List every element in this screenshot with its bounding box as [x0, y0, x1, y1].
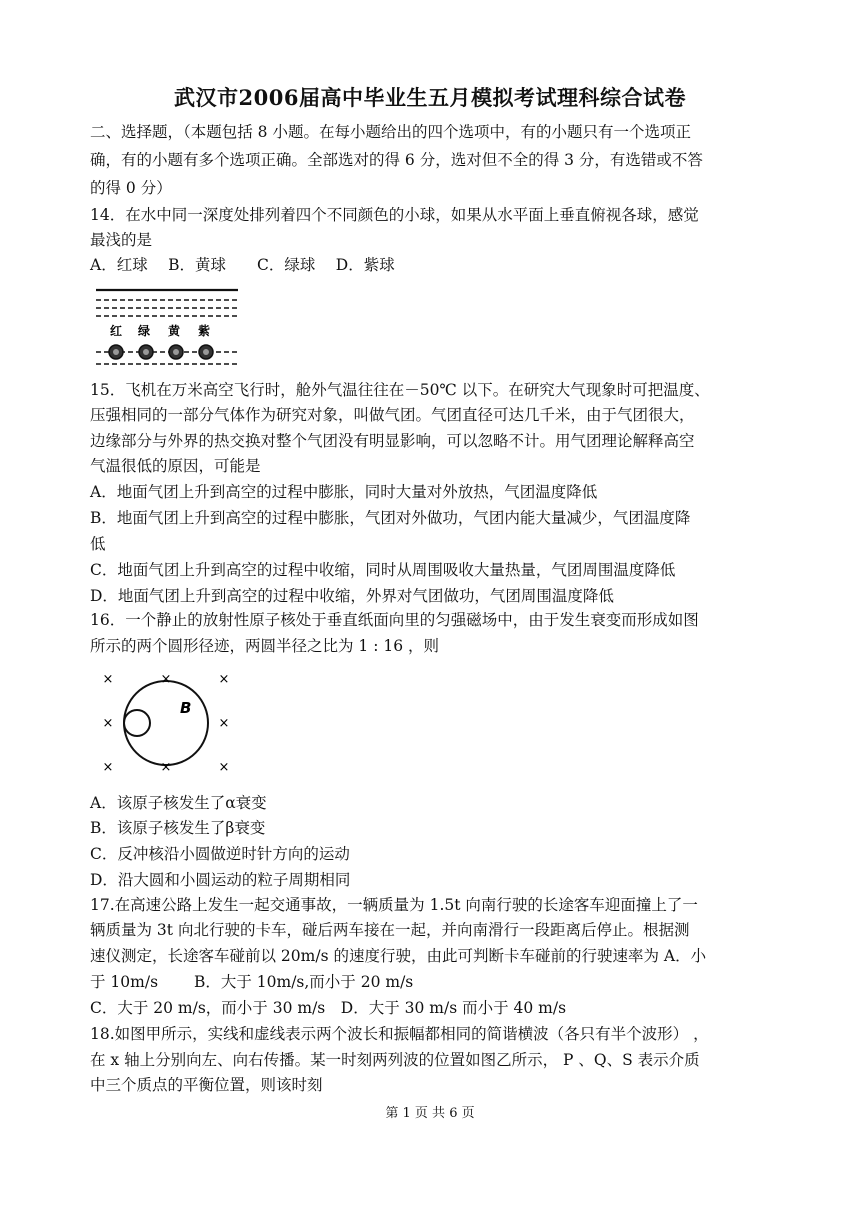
section-intro-line: 二、选择题，（本题包括 8 小题。在每小题给出的四个选项中，有的小题只有一个选项正	[90, 123, 691, 141]
q18-line: 在 x 轴上分别向左、向右传播。某一时刻两列波的位置如图乙所示， P 、Q、S 表示介质	[90, 1051, 700, 1069]
section-intro-line: 确，有的小题有多个选项正确。全部选对的得 6 分，选对但不全的得 3 分，有选错或不答	[90, 151, 703, 169]
q16-option-b: B．该原子核发生了β衰变	[90, 819, 266, 837]
q14-figure	[94, 286, 242, 368]
q15-option-b-cont: 低	[90, 535, 106, 553]
q17-line: 于 10m/s B．大于 10m/s,而小于 20 m/s	[90, 973, 414, 991]
section-intro-line: 的得 0 分）	[90, 179, 172, 197]
q15-stem-line: 15．飞机在万米高空飞行时，舱外气温往往在－50℃ 以下。在研究大气现象时可把温度、	[90, 381, 710, 399]
ball-label-purple: 紫	[197, 324, 211, 338]
q17-line: 速仪测定，长途客车碰前以 20m/s 的速度行驶，由此可判断卡车碰前的行驶速率为 A．小	[90, 947, 707, 965]
small-orbit	[124, 710, 150, 736]
large-orbit	[124, 681, 208, 765]
field-mark: ×	[218, 672, 230, 687]
q14-stem-line: 14．在水中同一深度处排列着四个不同颜色的小球，如果从水平面上垂直俯视各球，感觉	[90, 206, 699, 224]
q17-line: 17.在高速公路上发生一起交通事故，一辆质量为 1.5t 向南行驶的长途客车迎面撞上了一	[90, 896, 698, 914]
field-mark: ×	[218, 716, 230, 731]
q15-option-a: A．地面气团上升到高空的过程中膨胀，同时大量对外放热，气团温度降低	[90, 483, 598, 501]
q18-line: 18.如图甲所示，实线和虚线表示两个波长和振幅都相同的简谐横波（各只有半个波形） ，	[90, 1025, 709, 1043]
field-mark: ×	[102, 716, 114, 731]
q15-option-b: B．地面气团上升到高空的过程中膨胀，气团对外做功，气团内能大量减少，气团温度降	[90, 509, 691, 527]
ball-label-green: 绿	[137, 324, 151, 338]
page-footer: 第 1 页 共 6 页	[385, 1106, 475, 1121]
field-label: B	[180, 699, 192, 717]
field-mark: ×	[102, 672, 114, 687]
q16-option-c: C．反冲核沿小圆做逆时针方向的运动	[90, 845, 350, 863]
q14-stem-line: 最浅的是	[90, 231, 153, 249]
field-mark: ×	[218, 760, 230, 775]
q15-option-d: D．地面气团上升到高空的过程中收缩，外界对气团做功，气团周围温度降低	[90, 587, 614, 605]
page-title: 武汉市2006届高中毕业生五月模拟考试理科综合试卷	[174, 85, 686, 110]
ball-label-red: 红	[109, 324, 123, 338]
q16-stem-line: 16．一个静止的放射性原子核处于垂直纸面向里的匀强磁场中，由于发生衰变而形成如图	[90, 611, 699, 629]
field-mark: ×	[102, 760, 114, 775]
q18-line: 中三个质点的平衡位置，则该时刻	[90, 1076, 323, 1094]
q16-figure	[96, 667, 236, 779]
q17-line: C．大于 20 m/s，而小于 30 m/s D．大于 30 m/s 而小于 40 m/s	[90, 999, 567, 1017]
q15-stem-line: 压强相同的一部分气体作为研究对象，叫做气团。气团直径可达几千米，由于气团很大，	[90, 406, 695, 424]
ball-label-yellow: 黄	[167, 324, 181, 338]
q15-option-c: C．地面气团上升到高空的过程中收缩，同时从周围吸收大量热量，气团周围温度降低	[90, 561, 676, 579]
q15-stem-line: 边缘部分与外界的热交换对整个气团没有明显影响，可以忽略不计。用气团理论解释高空	[90, 432, 695, 450]
field-mark: ×	[160, 760, 172, 775]
q14-options: A．红球 B．黄球 C．绿球 D．紫球	[90, 256, 395, 274]
q16-option-d: D．沿大圆和小圆运动的粒子周期相同	[90, 871, 351, 889]
q15-stem-line: 气温很低的原因，可能是	[90, 457, 261, 475]
q16-stem-line: 所示的两个圆形径迹，两圆半径之比为 1 : 16 ，则	[90, 637, 440, 655]
q17-line: 辆质量为 3t 向北行驶的卡车，碰后两车接在一起，并向南滑行一段距离后停止。根据测	[90, 921, 690, 939]
q16-option-a: A．该原子核发生了α衰变	[90, 794, 267, 812]
field-mark: ×	[160, 672, 172, 687]
